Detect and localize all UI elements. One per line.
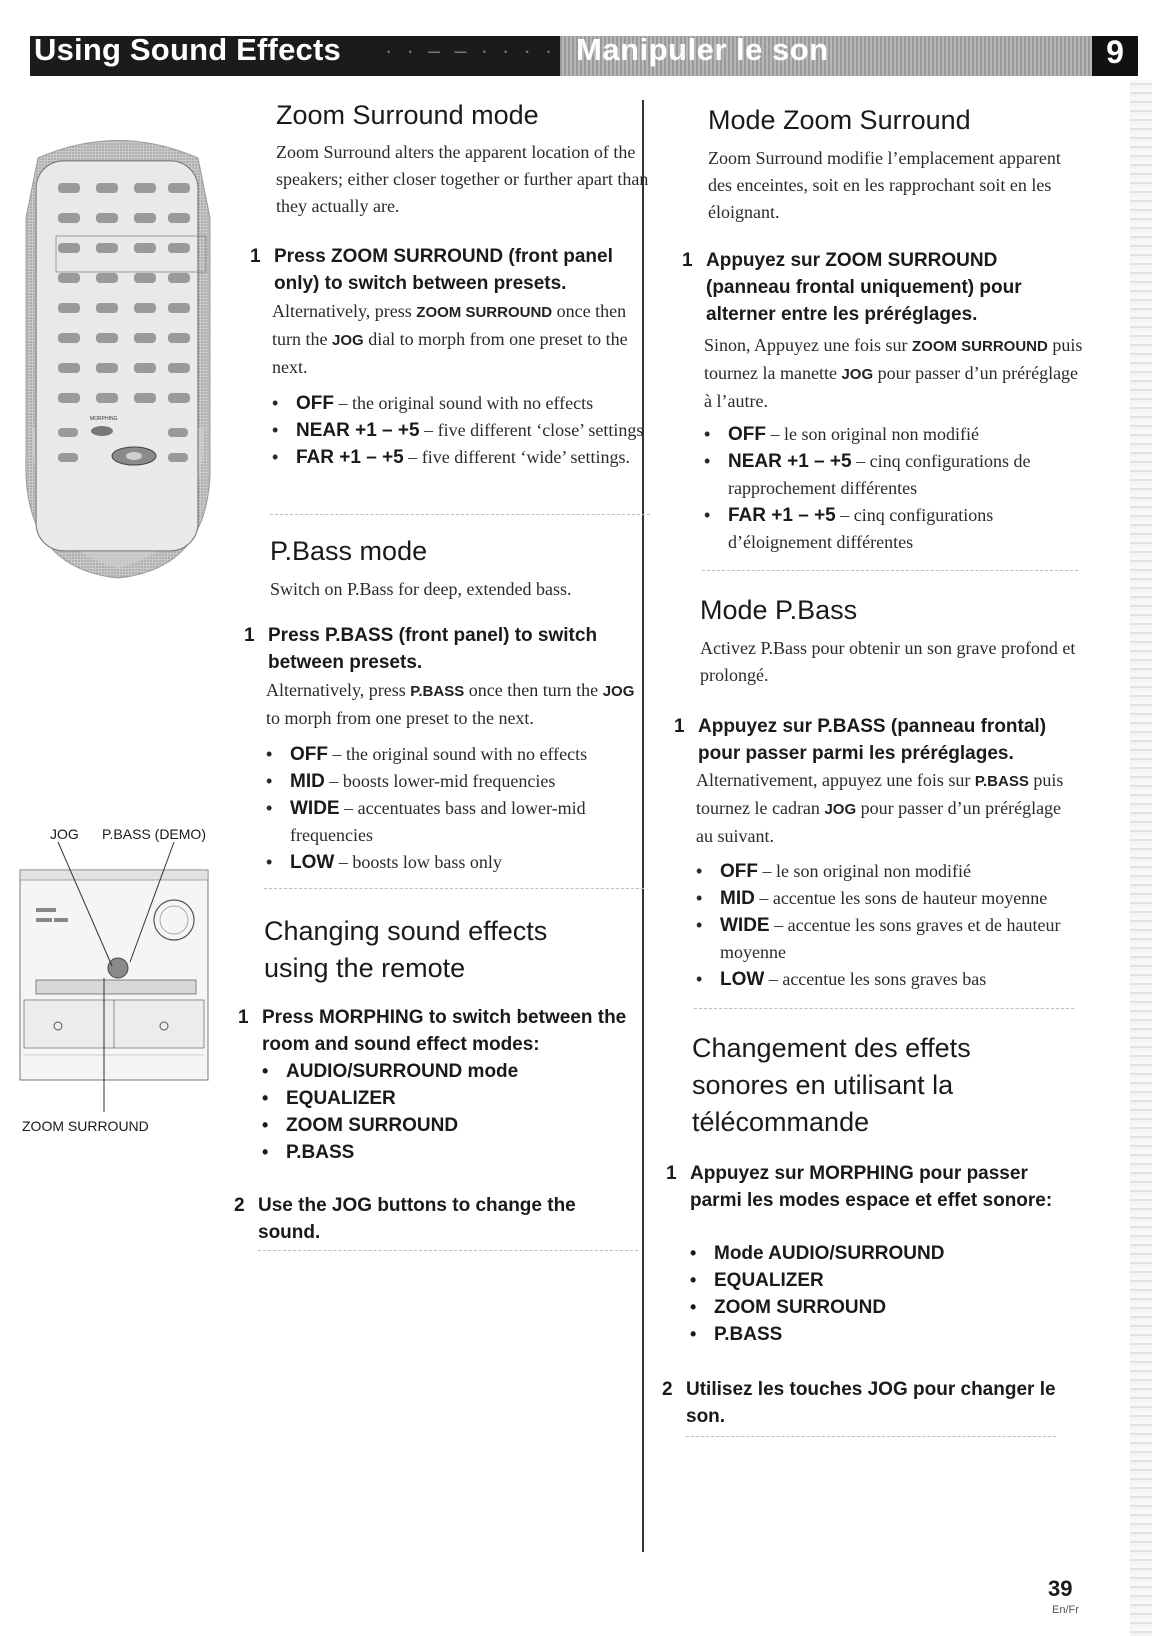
chapter-number-badge: 9 bbox=[1106, 34, 1124, 70]
pbass-intro-en: Switch on P.Bass for deep, extended bass. bbox=[270, 579, 572, 599]
section-rule bbox=[264, 888, 644, 889]
pbass-note-fr: Alternativement, appuyez une fois sur P.BASS puis tournez le cadran JOG pour passer d’un préréglage au suivant. bbox=[696, 770, 1064, 846]
list-item: • MID – boosts lower-mid frequencies bbox=[266, 768, 626, 795]
list-item: • LOW – boosts low bass only bbox=[266, 849, 626, 876]
list-item: • WIDE – accentue les sons graves et de hauteur moyenne bbox=[696, 912, 1072, 966]
pbass-note-en: Alternatively, press P.BASS once then turn the JOG to morph from one preset to the next. bbox=[266, 680, 635, 728]
page-number: 39 bbox=[1048, 1576, 1073, 1601]
list-item: • OFF – the original sound with no effects bbox=[272, 390, 652, 417]
morphing-button bbox=[91, 426, 113, 436]
zoom-options-fr bbox=[704, 421, 1074, 556]
list-item: • Mode AUDIO/SURROUND bbox=[690, 1240, 1060, 1267]
zoom-step-en bbox=[250, 243, 654, 297]
heading-zoom-surround-fr: Mode Zoom Surround bbox=[708, 105, 971, 135]
remote-step2-en: 2 Use the JOG buttons to change the sound. bbox=[234, 1195, 576, 1243]
list-item: • AUDIO/SURROUND mode bbox=[262, 1058, 622, 1085]
zoom-note-fr: Sinon, Appuyez une fois sur ZOOM SURROUND puis tournez la manette JOG pour passer d’un préréglage à l’autre. bbox=[704, 335, 1083, 411]
list-item: • OFF – the original sound with no effects bbox=[266, 741, 626, 768]
heading-pbass-fr: Mode P.Bass bbox=[700, 595, 858, 625]
zoom-intro-en: Zoom Surround alters the apparent location of the speakers; either closer together or further apart than they actually are. bbox=[276, 142, 649, 216]
section-rule bbox=[694, 1008, 1074, 1009]
step-number: 1 bbox=[250, 246, 261, 267]
list-item: • FAR +1 – +5 – cinq configurations d’éloignement différentes bbox=[704, 502, 1074, 556]
scan-edge bbox=[1130, 80, 1152, 1636]
page-language: En/Fr bbox=[1052, 1604, 1079, 1616]
heading-remote-fr: Changement des effets sonores en utilisant la télécommande bbox=[692, 1033, 971, 1137]
jog-dial bbox=[108, 958, 128, 978]
list-item: • EQUALIZER bbox=[690, 1267, 1060, 1294]
remote-control-illustration bbox=[18, 128, 218, 588]
list-item: • LOW – accentue les sons graves bas bbox=[696, 966, 1072, 993]
zoom-intro-fr: Zoom Surround modifie l’emplacement apparent des enceintes, soit en les rapprochant soit en les éloignant. bbox=[708, 148, 1061, 222]
section-rule bbox=[702, 570, 1078, 571]
section-rule bbox=[270, 514, 650, 515]
remote-step2-fr: 2 Utilisez les touches JOG pour changer le son. bbox=[662, 1379, 1056, 1427]
list-item: • EQUALIZER bbox=[262, 1085, 622, 1112]
section-title-french: Manipuler le son bbox=[576, 32, 829, 67]
header-dots: · · – – · · · · bbox=[385, 38, 557, 63]
list-item: • ZOOM SURROUND bbox=[690, 1294, 1060, 1321]
list-item: • P.BASS bbox=[262, 1139, 622, 1166]
list-item: • OFF – le son original non modifié bbox=[696, 858, 1072, 885]
section-rule bbox=[258, 1250, 638, 1251]
list-item: • P.BASS bbox=[690, 1321, 1060, 1348]
list-item: • ZOOM SURROUND bbox=[262, 1112, 622, 1139]
step-text: Press ZOOM SURROUND (front panel only) to switch between presets. bbox=[274, 246, 613, 294]
pbass-options-en bbox=[266, 741, 626, 876]
morphing-modes-en bbox=[262, 1058, 622, 1166]
list-item: • FAR +1 – +5 – five different ‘wide’ settings. bbox=[272, 444, 652, 471]
list-item: • WIDE – accentuates bass and lower-mid frequencies bbox=[266, 795, 626, 849]
remote-step1-fr: 1 Appuyez sur MORPHING pour passer parmi les modes espace et effet sonore: bbox=[666, 1163, 1053, 1211]
morphing-label: MORPHING bbox=[90, 416, 118, 422]
front-panel-illustration bbox=[14, 830, 214, 1130]
list-item: • MID – accentue les sons de hauteur moyenne bbox=[696, 885, 1072, 912]
callout-zoom-surround: ZOOM SURROUND bbox=[22, 1118, 149, 1134]
heading-zoom-surround-en: Zoom Surround mode bbox=[276, 100, 539, 130]
heading-remote-en: Changing sound effects using the remote bbox=[264, 916, 548, 983]
callout-pbass-demo: P.BASS (DEMO) bbox=[102, 826, 206, 842]
pbass-options-fr bbox=[696, 858, 1072, 993]
callout-jog: JOG bbox=[50, 826, 79, 842]
heading-pbass-en: P.Bass mode bbox=[270, 536, 428, 566]
morphing-modes-fr bbox=[690, 1240, 1060, 1348]
pbass-step-en: 1 Press P.BASS (front panel) to switch between presets. bbox=[244, 625, 598, 673]
section-rule bbox=[686, 1436, 1056, 1437]
zoom-options-en bbox=[272, 390, 652, 471]
section-title-english: Using Sound Effects bbox=[34, 32, 341, 67]
remote-step1-en: 1 Press MORPHING to switch between the room and sound effect modes: bbox=[238, 1007, 627, 1055]
zoom-note-en: Alternatively, press ZOOM SURROUND once then turn the JOG dial to morph from one preset to the next. bbox=[272, 301, 628, 377]
list-item: • NEAR +1 – +5 – five different ‘close’ settings bbox=[272, 417, 652, 444]
pbass-intro-fr: Activez P.Bass pour obtenir un son grave profond et prolongé. bbox=[700, 638, 1076, 685]
list-item: • NEAR +1 – +5 – cinq configurations de rapprochement différentes bbox=[704, 448, 1074, 502]
list-item: • OFF – le son original non modifié bbox=[704, 421, 1074, 448]
pbass-step-fr: 1 Appuyez sur P.BASS (panneau frontal) pour passer parmi les préréglages. bbox=[674, 716, 1047, 764]
zoom-step-fr: 1 Appuyez sur ZOOM SURROUND (panneau frontal uniquement) pour alterner entre les préréglages. bbox=[682, 250, 1022, 325]
